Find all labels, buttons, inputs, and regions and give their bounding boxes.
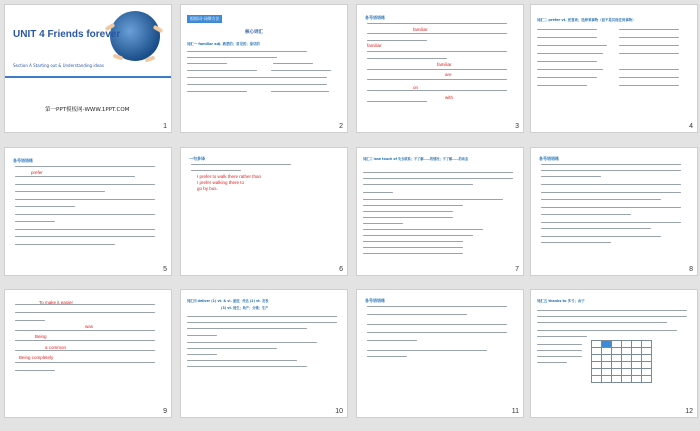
text-line xyxy=(537,356,582,357)
text-line xyxy=(367,90,507,91)
text-line xyxy=(363,253,463,254)
text-line xyxy=(537,85,587,86)
answer-text: familiar xyxy=(437,62,452,67)
text-line xyxy=(363,172,513,173)
practice-label: 各号语语练 xyxy=(365,15,385,20)
text-line xyxy=(271,91,329,92)
text-line xyxy=(363,217,453,218)
slide-thumbnail-2[interactable] xyxy=(181,5,347,132)
text-line xyxy=(541,192,681,193)
answer-text: To make it easier xyxy=(39,300,74,305)
text-line xyxy=(619,29,679,30)
text-line xyxy=(15,330,155,331)
text-line xyxy=(363,205,463,206)
text-line xyxy=(367,101,427,102)
text-line xyxy=(541,176,601,177)
text-line xyxy=(15,199,155,200)
slide-number: 7 xyxy=(515,266,519,273)
text-line xyxy=(537,336,587,337)
text-line xyxy=(187,70,257,71)
answer-text: Being xyxy=(35,334,47,339)
answer-text: I prefer to walk there rather than xyxy=(197,174,262,179)
text-line xyxy=(15,176,135,177)
text-line xyxy=(537,29,597,30)
slide-thumbnail-11[interactable] xyxy=(357,290,523,417)
practice-label: 各号语语练 xyxy=(539,156,559,161)
text-line xyxy=(537,69,603,70)
text-line xyxy=(537,322,667,323)
text-line xyxy=(541,207,681,208)
slide-number: 9 xyxy=(163,408,167,415)
answer-text: familiar xyxy=(413,27,428,32)
presentation-title: UNIT 4 Friends forever xyxy=(13,29,121,40)
text-line xyxy=(15,191,105,192)
answer-text: prefer xyxy=(31,170,43,175)
text-line xyxy=(537,310,687,311)
text-line xyxy=(15,350,155,351)
answer-text: I prefer walking there to xyxy=(197,180,245,185)
text-line xyxy=(363,229,483,230)
text-line xyxy=(187,328,307,329)
text-line xyxy=(541,170,681,171)
presentation-subtitle: Section A Starting out & Understanding ideas xyxy=(13,63,104,68)
text-line xyxy=(363,184,473,185)
text-line xyxy=(363,211,453,212)
text-line xyxy=(537,53,603,54)
slide-number: 12 xyxy=(685,408,693,415)
text-line xyxy=(15,312,155,313)
slide-thumbnail-12[interactable] xyxy=(531,290,697,417)
text-line xyxy=(187,316,337,317)
text-line xyxy=(187,77,327,78)
text-line xyxy=(363,235,473,236)
text-line xyxy=(367,79,507,80)
vocab-section-heading: 词汇一 familiar adj. 熟悉的；常见的；原话的 xyxy=(187,42,260,46)
text-line xyxy=(541,214,631,215)
text-line xyxy=(619,37,679,38)
text-line xyxy=(15,221,55,222)
text-line xyxy=(15,206,75,207)
text-line xyxy=(619,69,679,70)
text-line xyxy=(15,304,155,305)
text-line xyxy=(15,236,155,237)
slide-thumbnail-9[interactable] xyxy=(5,290,171,417)
text-line xyxy=(15,166,155,167)
text-line xyxy=(363,178,513,179)
text-line xyxy=(271,70,331,71)
text-line xyxy=(367,340,417,341)
text-line xyxy=(537,330,677,331)
text-line xyxy=(367,306,507,307)
text-line xyxy=(619,85,679,86)
text-line xyxy=(537,37,597,38)
text-line xyxy=(187,354,217,355)
text-line xyxy=(15,184,155,185)
text-line xyxy=(541,228,651,229)
text-line xyxy=(187,63,227,64)
slide-number: 10 xyxy=(335,408,343,415)
slide-thumbnail-10[interactable] xyxy=(181,290,347,417)
answer-text: go by bus. xyxy=(197,186,218,191)
slide-number: 8 xyxy=(689,266,693,273)
text-line xyxy=(363,247,463,248)
text-line xyxy=(541,236,661,237)
practice-label: 一句多译 xyxy=(189,156,205,161)
slide-thumbnail-3[interactable] xyxy=(357,5,523,132)
text-line xyxy=(367,356,407,357)
text-line xyxy=(541,184,681,185)
text-line xyxy=(367,314,467,315)
text-line xyxy=(363,199,503,200)
text-line xyxy=(187,51,307,52)
answer-text: Being completely xyxy=(19,355,54,360)
slide-number: 4 xyxy=(689,123,693,130)
text-line xyxy=(367,350,487,351)
text-line xyxy=(541,199,661,200)
text-line xyxy=(541,164,681,165)
text-line xyxy=(363,223,403,224)
text-line xyxy=(367,69,507,70)
text-line xyxy=(537,77,597,78)
answer-text: familiar xyxy=(367,43,382,48)
text-line xyxy=(537,45,607,46)
text-line xyxy=(187,322,337,323)
text-line xyxy=(367,51,507,52)
text-line xyxy=(363,192,393,193)
slide-number: 11 xyxy=(511,408,519,415)
text-line xyxy=(367,33,507,34)
answer-text: on xyxy=(413,85,419,90)
text-line xyxy=(187,57,277,58)
text-line xyxy=(541,242,611,243)
core-vocab-heading: 核心词汇 xyxy=(245,30,263,35)
grammar-table xyxy=(591,340,652,383)
answer-text: are xyxy=(445,72,452,77)
method-tag: 根据词-词缀方法 xyxy=(187,15,222,23)
text-line xyxy=(537,344,582,345)
text-line xyxy=(187,366,307,367)
text-line xyxy=(363,241,463,242)
vocab-section-heading: 词汇五 thanks to 多亏；由于 xyxy=(537,299,585,303)
text-line xyxy=(367,58,447,59)
slide-thumbnail-6[interactable] xyxy=(181,148,347,275)
vocab-section-subheading: (3) vt. 接生；助产；分娩；生产 xyxy=(221,306,269,310)
text-line xyxy=(187,360,297,361)
text-line xyxy=(619,53,679,54)
text-line xyxy=(15,370,55,371)
slide-thumbnail-4[interactable] xyxy=(531,5,697,132)
slide-number: 2 xyxy=(339,123,343,130)
text-line xyxy=(619,77,679,78)
text-line xyxy=(15,362,155,363)
answer-text: a common xyxy=(45,345,67,350)
text-line xyxy=(367,332,507,333)
slide-number: 5 xyxy=(163,266,167,273)
text-line xyxy=(367,23,507,24)
text-line xyxy=(367,40,427,41)
text-line xyxy=(187,84,327,85)
text-line xyxy=(187,348,277,349)
slide-number: 3 xyxy=(515,123,519,130)
text-line xyxy=(15,244,115,245)
text-line xyxy=(15,320,45,321)
text-line xyxy=(541,222,681,223)
text-line xyxy=(367,324,507,325)
answer-text: was xyxy=(85,324,94,329)
text-line xyxy=(15,340,155,341)
text-line xyxy=(15,229,155,230)
slide-number: 1 xyxy=(163,123,167,130)
practice-label: 各号语语练 xyxy=(13,158,33,163)
text-line xyxy=(619,45,679,46)
slide-thumbnail-7[interactable] xyxy=(357,148,523,275)
vocab-section-heading: 词汇三 lose touch of 失去联系；不了解……的情况；不了解……的动态 xyxy=(363,157,469,161)
text-line xyxy=(187,91,247,92)
text-line xyxy=(537,362,567,363)
slide-thumbnail-5[interactable] xyxy=(5,148,171,275)
answer-text: with xyxy=(445,95,454,100)
text-line xyxy=(273,63,313,64)
text-line xyxy=(537,316,687,317)
slide-thumbnail-1[interactable] xyxy=(5,5,171,132)
text-line xyxy=(537,350,582,351)
slide-number: 6 xyxy=(339,266,343,273)
vocab-section-heading: 词汇四 deliver (1) vt. & vi. 递送；传达 (2) vt. 发表 xyxy=(187,299,269,303)
text-line xyxy=(15,214,155,215)
title-divider xyxy=(5,76,171,78)
text-line xyxy=(187,335,217,336)
practice-label: 各号语语练 xyxy=(365,298,385,303)
vocab-section-heading: 词汇二 prefer vt. 更喜欢；选择某事物（而不是其他任何事物） xyxy=(537,18,636,22)
template-footer: 第一PPT模板网-WWW.1PPT.COM xyxy=(45,107,130,113)
text-line xyxy=(191,164,291,165)
text-line xyxy=(187,342,317,343)
text-line xyxy=(537,61,597,62)
slide-thumbnail-8[interactable] xyxy=(531,148,697,275)
text-line xyxy=(191,170,241,171)
